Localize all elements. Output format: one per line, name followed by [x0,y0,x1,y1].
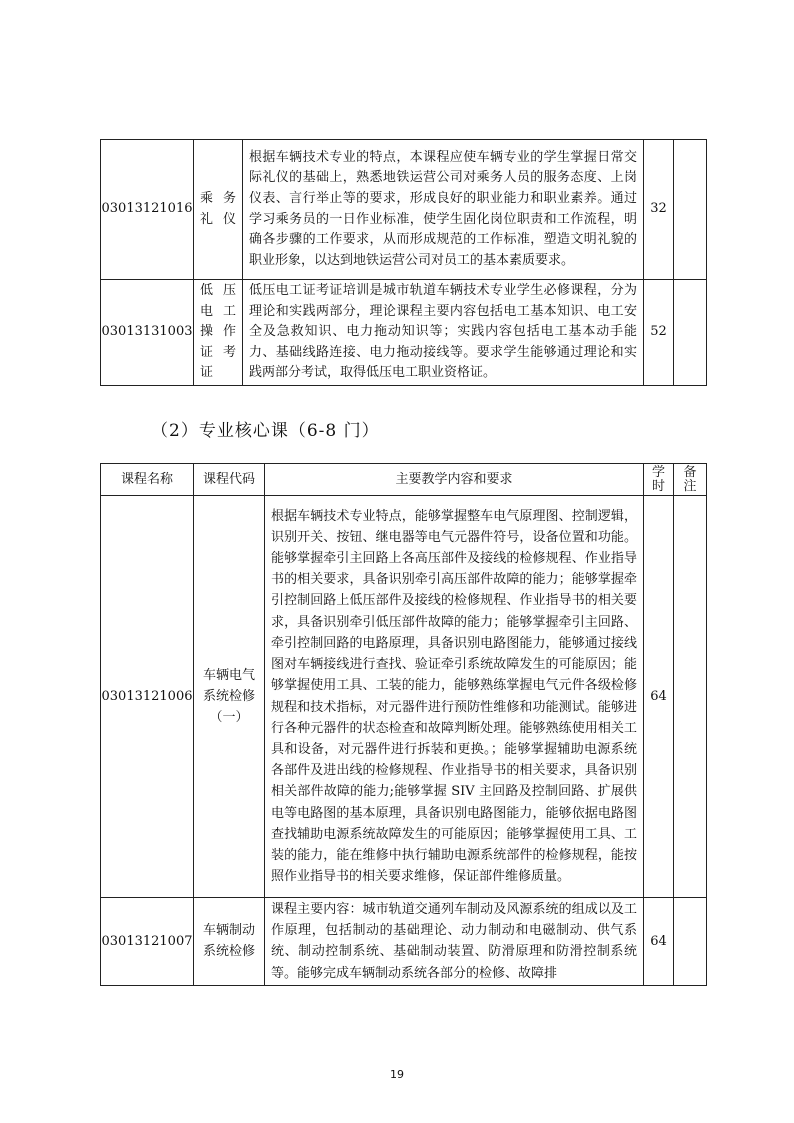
course-note [674,496,707,898]
course-code: 03013121007 [101,898,194,986]
course-name [194,140,243,280]
course-name-line: 乘务 [200,190,236,206]
header-hours-line: 学 [651,464,665,480]
page-number: 19 [390,1068,404,1081]
table-row [101,496,707,898]
course-name-line: 低压 [200,283,236,298]
course-code: 03013131003 [101,280,194,386]
header-hours-line: 时 [651,478,665,494]
header-course-name: 课程名称 [101,464,194,496]
course-name-line: 证考 [200,344,236,360]
course-hours: 64 [644,898,674,986]
header-hours [644,464,674,496]
course-note [674,140,707,280]
course-content: 根据车辆技术专业的特点，本课程应使车辆专业的学生掌握日常交际礼仪的基础上，熟悉地铁运营公司对乘务人员的服务态度、上岗仪表、言行举止等的要求，形成良好的职业能力和职业素养。通过学习乘务员的一日作业标准，使学生固化岗位职责和工作流程，明确各步骤的工作要求，从而形成规范的工作标准，塑造文明礼貌的职业形象，以达到地铁运营公司对员工的基本素质要求。 [243,140,644,280]
course-name-line: 礼仪 [200,211,236,227]
table-row [101,280,707,386]
course-name [194,280,243,386]
header-content: 主要教学内容和要求 [265,464,644,496]
course-name-line: 系统检修 [202,944,255,960]
header-note-line: 备 [683,464,697,480]
course-content: 课程主要内容：城市轨道交通列车制动及风源系统的组成以及工作原理，包括制动的基础理论、动力制动和电磁制动、供气系统、制动控制系统、基础制动装置、防滑原理和防滑控制系统等。能够完成车辆制动系统各部分的检修、故障排 [265,898,644,986]
section-title: （2）专业核心课（6-8 门） [151,421,380,441]
course-note [674,280,707,386]
table-row [101,898,707,986]
core-course-table [100,463,707,986]
course-name-line: 车辆电气 [202,667,255,683]
course-note [674,898,707,986]
course-name-line: 电工 [200,303,236,319]
course-name-line: （一） [209,710,249,726]
header-note-line: 注 [683,478,697,494]
course-hours: 64 [644,496,674,898]
course-name-line: 证 [200,365,214,381]
course-hours: 32 [644,140,674,280]
course-hours: 52 [644,280,674,386]
course-name-line: 系统检修 [202,688,255,704]
course-name [194,898,265,986]
course-name [194,496,265,898]
course-code: 03013121016 [101,140,194,280]
header-course-code: 课程代码 [194,464,265,496]
course-name-line: 车辆制动 [202,923,255,939]
course-content: 低压电工证考证培训是城市轨道车辆技术专业学生必修课程，分为理论和实践两部分，理论课程主要内容包括电工基本知识、电工安全及急救知识、电力拖动知识等；实践内容包括电工基本动手能力、基础线路连接、电力拖动接线等。要求学生能够通过理论和实践两部分考试，取得低压电工职业资格证。 [243,280,644,386]
course-name-line: 操作 [200,324,236,340]
header-note [674,464,707,496]
table-header-row [101,464,707,496]
table-row [101,140,707,280]
course-code: 03013121006 [101,496,194,898]
course-content: 根据车辆技术专业特点，能够掌握整车电气原理图、控制逻辑，识别开关、按钮、继电器等电气元器件符号，设备位置和功能。能够掌握牵引主回路上各高压部件及接线的检修规程、作业指导书的相关要求，具备识别牵引高压部件故障的能力；能够掌握牵引控制回路上低压部件及接线的检修规程、作业指导书的相关要求，具备识别牵引低压部件故障的能力；能够掌握牵引主回路、牵引控制回路的电路原理，具备识别电路图能力，能够通过接线图对车辆接线进行查找、验证牵引系统故障发生的可能原因；能够掌握使用工具、工装的能力，能够熟练掌握电气元件各级检修规程和技术指标，对元器件进行预防性维修和功能测试。能够进行各种元器件的状态检查和故障判断处理。能够熟练使用相关工具和设备，对元器件进行拆装和更换。；能够掌握辅助电源系统各部件及进出线的检修规程、作业指导书的相关要求，具备识别相关部件故障的能力;能够掌握 SIV 主回路及控制回路、扩展供电等电路图的基本原理，具备识别电路图能力，能够依据电路图查找辅助电源系统故障发生的可能原因；能够掌握使用工具、工装的能力，能在维修中执行辅助电源系统部件的检修规程，能按照作业指导书的相关要求维修，保证部件维修质量。 [265,496,644,898]
course-table-continued [100,139,707,386]
